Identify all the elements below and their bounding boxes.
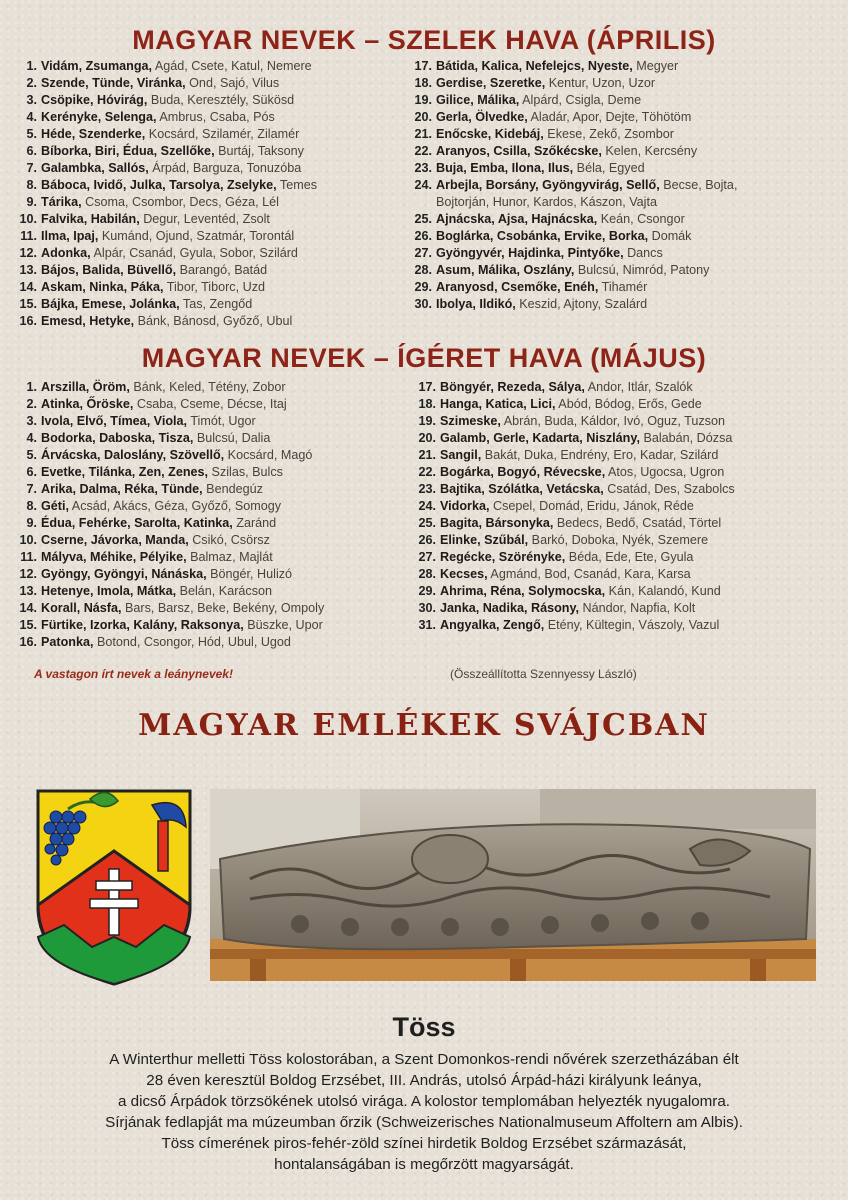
girl-names: Bíborka, Biri, Édua, Szellőke,: [41, 144, 215, 158]
girl-names: Asum, Málika, Oszlány,: [436, 263, 575, 277]
day-number: 10.: [19, 212, 37, 226]
day-number: 31.: [418, 618, 436, 632]
boy-names: Böngér, Hulizó: [206, 567, 293, 581]
girl-names: Buja, Emba, Ilona, Ilus,: [436, 161, 574, 175]
girl-names: Bájos, Balida, Büvellő,: [41, 263, 177, 277]
day-number: 19.: [414, 93, 432, 107]
day-number: 23.: [418, 482, 436, 496]
body-paragraph: [40, 1049, 808, 1175]
girl-names: Gilice, Málika,: [436, 93, 520, 107]
name-day-row: [410, 143, 830, 160]
name-day-row: [15, 75, 415, 92]
day-number: 5.: [26, 127, 37, 141]
day-number: 6.: [26, 465, 37, 479]
swiss-section-title: MAGYAR EMLÉKEK SVÁJCBAN: [138, 708, 710, 743]
girl-names: Szimeske,: [440, 414, 501, 428]
boy-names: Botond, Csongor, Hód, Ubul, Ugod: [93, 635, 291, 649]
boy-names: Agmánd, Bod, Csanád, Kara, Karsa: [487, 567, 691, 581]
girl-names: Bodorka, Daboska, Tisza,: [41, 431, 194, 445]
day-number: 29.: [418, 584, 436, 598]
day-number: 11.: [20, 550, 37, 564]
day-number: 2.: [26, 76, 37, 90]
name-day-row: [410, 160, 830, 177]
day-number: 25.: [414, 212, 432, 226]
girl-names: Emesd, Hetyke,: [41, 314, 135, 328]
girl-names: Enőcske, Kidebáj,: [436, 127, 544, 141]
girl-names: Gerla, Ölvedke,: [436, 110, 528, 124]
name-day-row: [15, 160, 415, 177]
boy-names: Bedecs, Bedő, Csatád, Törtel: [553, 516, 722, 530]
boy-names: Bánk, Keled, Tétény, Zobor: [129, 380, 286, 394]
girl-names: Bátida, Kalica, Nefelejcs, Nyeste,: [436, 59, 633, 73]
name-day-row: [15, 143, 415, 160]
girl-names: Galambka, Sallós,: [41, 161, 149, 175]
name-day-row: [410, 430, 830, 447]
day-number: 29.: [414, 280, 432, 294]
boy-names: Bars, Barsz, Beke, Bekény, Ompoly: [121, 601, 325, 615]
may-list-left: [15, 379, 415, 651]
day-number: 7.: [26, 161, 37, 175]
boy-names: Bendegúz: [202, 482, 263, 496]
boy-names: Domák: [648, 229, 692, 243]
boy-names: Bakát, Duka, Endrény, Ero, Kadar, Szilárd: [481, 448, 719, 462]
boy-names: Csikó, Csörsz: [188, 533, 270, 547]
girl-names: Kecses,: [440, 567, 488, 581]
girl-names: Hetenye, Imola, Mátka,: [41, 584, 177, 598]
day-number: 4.: [26, 110, 37, 124]
name-day-row: [15, 566, 415, 583]
name-day-row: [15, 583, 415, 600]
name-day-row: [15, 549, 415, 566]
day-number: 25.: [418, 516, 436, 530]
day-number: 18.: [414, 76, 432, 90]
girl-names: Szende, Tünde, Viránka,: [41, 76, 186, 90]
girl-names: Evetke, Tilánka, Zen, Zenes,: [41, 465, 209, 479]
name-day-row: [15, 515, 415, 532]
boy-names: Kentur, Uzon, Uzor: [545, 76, 656, 90]
bold-names-note: A vastagon írt nevek a leánynevek!: [34, 667, 233, 681]
name-day-row: [410, 228, 830, 245]
name-day-row: [15, 447, 415, 464]
boy-names: Balmaz, Majlát: [186, 550, 273, 564]
day-number: 30.: [414, 297, 432, 311]
girl-names: Boglárka, Csobánka, Ervike, Borka,: [436, 229, 649, 243]
day-number: 14.: [19, 280, 37, 294]
day-number: 28.: [418, 567, 436, 581]
girl-names: Janka, Nadika, Rásony,: [440, 601, 580, 615]
girl-names: Ajnácska, Ajsa, Hajnácska,: [436, 212, 598, 226]
name-day-row: [410, 109, 830, 126]
boy-names: Tihamér: [598, 280, 648, 294]
girl-names: Regécke, Szörényke,: [440, 550, 566, 564]
girl-names: Vidám, Zsumanga,: [41, 59, 153, 73]
day-number: 27.: [418, 550, 436, 564]
girl-names: Vidorka,: [440, 499, 490, 513]
boy-names: Kán, Kalandó, Kund: [605, 584, 721, 598]
boy-names: Csepel, Domád, Eridu, Jánok, Réde: [489, 499, 694, 513]
day-number: 7.: [26, 482, 37, 496]
girl-names: Csöpike, Hóvirág,: [41, 93, 148, 107]
body-line: 28 éven keresztül Boldog Erzsébet, III. András, utolsó Árpád-házi királyunk leánya,: [146, 1072, 702, 1089]
day-number: 21.: [414, 127, 432, 141]
body-line: a dicső Árpádok törzsökének utolsó virága. A kolostor templomában helyezték nyugalomra.: [117, 1093, 731, 1110]
day-number: 24.: [414, 178, 432, 192]
name-day-row: [15, 109, 415, 126]
name-day-row: [410, 396, 830, 413]
name-day-row: [15, 58, 415, 75]
girl-names: Böngyér, Rezeda, Sálya,: [440, 380, 585, 394]
boy-names: Tibor, Tiborc, Uzd: [163, 280, 266, 294]
boy-names: Zaránd: [232, 516, 277, 530]
girl-names: Tárika,: [41, 195, 82, 209]
girl-names: Gyöngy, Gyöngyi, Nánáska,: [41, 567, 207, 581]
girl-names: Ibolya, Ildikó,: [436, 297, 516, 311]
boy-names: Megyer: [632, 59, 679, 73]
body-line: Töss címerének piros-fehér-zöld színei hirdetik Boldog Erzsébet származását,: [161, 1135, 687, 1152]
boy-names: Balabán, Dózsa: [639, 431, 733, 445]
body-line: hontalanságában is megőrzött magyarságát.: [274, 1156, 574, 1173]
name-day-row: [410, 296, 830, 313]
girl-names: Bajtika, Szólátka, Vetácska,: [440, 482, 604, 496]
boy-names: Barkó, Doboka, Nyék, Szemere: [528, 533, 709, 547]
boy-names: Ambrus, Csaba, Pós: [156, 110, 275, 124]
name-day-row: [410, 75, 830, 92]
name-day-row: [410, 515, 830, 532]
girl-names: Cserne, Jávorka, Manda,: [41, 533, 189, 547]
day-number: 22.: [414, 144, 432, 158]
boy-names: Csoma, Csombor, Decs, Géza, Lél: [81, 195, 279, 209]
boy-names: Degur, Leventéd, Zsolt: [139, 212, 270, 226]
girl-names: Bogárka, Bogyó, Révecske,: [440, 465, 606, 479]
boy-names: Dancs: [623, 246, 663, 260]
boy-names: Büszke, Upor: [243, 618, 323, 632]
name-day-row: [15, 481, 415, 498]
day-number: 28.: [414, 263, 432, 277]
boy-names: Kocsárd, Magó: [224, 448, 313, 462]
boy-names: Keszid, Ajtony, Szalárd: [515, 297, 648, 311]
day-number: 1.: [26, 380, 37, 394]
name-day-row: [15, 177, 415, 194]
girl-names: Aranyosd, Csemőke, Enéh,: [436, 280, 599, 294]
day-number: 21.: [418, 448, 436, 462]
day-number: 24.: [418, 499, 436, 513]
girl-names: Askam, Ninka, Páka,: [41, 280, 164, 294]
day-number: 8.: [26, 178, 37, 192]
name-day-row: [410, 177, 830, 211]
name-day-row: [15, 600, 415, 617]
day-number: 16.: [19, 635, 37, 649]
boy-names: Ekese, Zekő, Zsombor: [543, 127, 674, 141]
name-day-row: [15, 498, 415, 515]
girl-names: Mályva, Méhike, Pélyike,: [41, 550, 187, 564]
name-day-row: [15, 126, 415, 143]
boy-names: Atos, Ugocsa, Ugron: [605, 465, 725, 479]
boy-names: Aladár, Apor, Dejte, Töhötöm: [527, 110, 692, 124]
day-number: 26.: [414, 229, 432, 243]
day-number: 17.: [414, 59, 432, 73]
boy-names: Belán, Karácson: [176, 584, 273, 598]
day-number: 6.: [26, 144, 37, 158]
name-day-row: [410, 447, 830, 464]
boy-names: Bulcsú, Dalia: [193, 431, 271, 445]
girl-names: Kerényke, Selenga,: [41, 110, 157, 124]
boy-names: Kelen, Kercsény: [601, 144, 698, 158]
day-number: 27.: [414, 246, 432, 260]
name-day-row: [15, 413, 415, 430]
name-day-row: [15, 532, 415, 549]
day-number: 16.: [19, 314, 37, 328]
girl-names: Aranyos, Csilla, Szőkécske,: [436, 144, 602, 158]
name-day-row: [410, 245, 830, 262]
girl-names: Arbejla, Borsány, Gyöngyvirág, Sellő,: [436, 178, 660, 192]
april-title: MAGYAR NEVEK – SZELEK HAVA (ÁPRILIS): [132, 25, 716, 55]
boy-names: Becse, Bojta,: [659, 178, 738, 192]
day-number: 18.: [418, 397, 436, 411]
boy-names: Alpár, Csanád, Gyula, Sobor, Szilárd: [90, 246, 298, 260]
day-number: 13.: [19, 263, 37, 277]
day-number: 15.: [19, 297, 37, 311]
body-line: Sírjának fedlapját ma múzeumban őrzik (Schweizerisches Nationalmuseum Affoltern am Albis).: [105, 1114, 743, 1131]
boy-names: Kocsárd, Szilamér, Zilamér: [145, 127, 300, 141]
name-day-row: [15, 262, 415, 279]
name-day-row: [15, 464, 415, 481]
girl-names: Angyalka, Zengő,: [440, 618, 545, 632]
girl-names: Elinke, Szűbál,: [440, 533, 529, 547]
girl-names: Sangil,: [440, 448, 482, 462]
name-day-row: [410, 498, 830, 515]
boy-names: Burtáj, Taksony: [214, 144, 304, 158]
name-day-row: [410, 600, 830, 617]
boy-names: Timót, Ugor: [187, 414, 256, 428]
boy-names: Szilas, Bulcs: [208, 465, 283, 479]
day-number: 3.: [26, 414, 37, 428]
body-line: A Winterthur melletti Töss kolostorában, a Szent Domonkos-rendi nővérek szerzetházában élt: [109, 1051, 739, 1068]
girl-names: Bagita, Bársonyka,: [440, 516, 554, 530]
day-number: 23.: [414, 161, 432, 175]
day-number: 11.: [20, 229, 37, 243]
name-day-row: [410, 566, 830, 583]
boy-names: Buda, Keresztély, Sükösd: [147, 93, 295, 107]
day-number: 20.: [418, 431, 436, 445]
name-day-row: [15, 313, 415, 330]
boy-names: Kumánd, Ojund, Szatmár, Torontál: [98, 229, 295, 243]
girl-names: Galamb, Gerle, Kadarta, Niszlány,: [440, 431, 640, 445]
girl-names: Gerdise, Szeretke,: [436, 76, 546, 90]
girl-names: Ahrima, Réna, Solymocska,: [440, 584, 606, 598]
girl-names: Báboca, Ividő, Julka, Tarsolya, Zselyke,: [41, 178, 277, 192]
boy-names: Agád, Csete, Katul, Nemere: [152, 59, 312, 73]
name-day-row: [410, 413, 830, 430]
girl-names: Patonka,: [41, 635, 94, 649]
name-day-row: [15, 296, 415, 313]
compiler-credit: (Összeállította Szennyessy László): [450, 667, 637, 681]
day-number: 5.: [26, 448, 37, 462]
girl-names: Ilma, Ipaj,: [41, 229, 99, 243]
girl-names: Gyöngyvér, Hajdinka, Pintyőke,: [436, 246, 624, 260]
boy-names: Abrán, Buda, Káldor, Ivó, Oguz, Tuzson: [500, 414, 725, 428]
day-number: 9.: [26, 516, 37, 530]
may-title: MAGYAR NEVEK – ÍGÉRET HAVA (MÁJUS): [141, 343, 707, 373]
name-day-row: [410, 617, 830, 634]
boy-names: Alpárd, Csigla, Deme: [519, 93, 642, 107]
name-day-row: [410, 92, 830, 109]
april-list-right: [410, 58, 830, 313]
april-list-left: [15, 58, 415, 330]
girl-names: Arszilla, Öröm,: [41, 380, 130, 394]
name-day-row: [15, 396, 415, 413]
boy-names: Acsád, Akács, Géza, Győző, Somogy: [69, 499, 282, 513]
day-number: 10.: [19, 533, 37, 547]
day-number: 19.: [418, 414, 436, 428]
day-number: 22.: [418, 465, 436, 479]
boy-names: Nándor, Napfia, Kolt: [579, 601, 696, 615]
day-number: 8.: [26, 499, 37, 513]
place-name: Töss: [392, 1012, 456, 1042]
day-number: 30.: [418, 601, 436, 615]
name-day-row: [410, 262, 830, 279]
name-day-row: [15, 617, 415, 634]
name-day-row: [15, 634, 415, 651]
boy-names: Etény, Kültegin, Vászoly, Vazul: [544, 618, 720, 632]
name-day-row: [15, 430, 415, 447]
name-day-row: [410, 549, 830, 566]
girl-names: Korall, Násfa,: [41, 601, 122, 615]
boy-names: Barangó, Batád: [176, 263, 268, 277]
girl-names: Adonka,: [41, 246, 91, 260]
boy-names: Bánk, Bánosd, Győző, Ubul: [134, 314, 293, 328]
name-day-row: [410, 379, 830, 396]
girl-names: Géti,: [41, 499, 69, 513]
girl-names: Bájka, Emese, Jolánka,: [41, 297, 180, 311]
day-number: 17.: [418, 380, 436, 394]
coat-of-arms-icon: [34, 787, 194, 987]
girl-names: Árvácska, Daloslány, Szövellő,: [41, 448, 225, 462]
boy-names-continued: Bojtorján, Hunor, Kardos, Kászon, Vajta: [436, 195, 657, 209]
name-day-row: [15, 379, 415, 396]
name-day-row: [15, 92, 415, 109]
name-day-row: [15, 194, 415, 211]
girl-names: Fürtike, Izorka, Kalány, Raksonya,: [41, 618, 244, 632]
day-number: 3.: [26, 93, 37, 107]
boy-names: Tas, Zengőd: [179, 297, 253, 311]
name-day-row: [15, 245, 415, 262]
may-list-right: [410, 379, 830, 634]
name-day-row: [15, 279, 415, 296]
day-number: 9.: [26, 195, 37, 209]
name-day-row: [410, 532, 830, 549]
boy-names: Árpád, Barguza, Tonuzóba: [148, 161, 302, 175]
day-number: 15.: [19, 618, 37, 632]
name-day-row: [410, 211, 830, 228]
boy-names: Csaba, Cseme, Décse, Itaj: [133, 397, 287, 411]
name-day-row: [410, 464, 830, 481]
day-number: 2.: [26, 397, 37, 411]
girl-names: Héde, Szenderke,: [41, 127, 146, 141]
day-number: 12.: [19, 246, 37, 260]
name-day-row: [410, 481, 830, 498]
day-number: 1.: [26, 59, 37, 73]
boy-names: Bulcsú, Nimród, Patony: [574, 263, 710, 277]
boy-names: Béla, Egyed: [573, 161, 645, 175]
name-day-row: [410, 126, 830, 143]
day-number: 12.: [19, 567, 37, 581]
name-day-row: [410, 279, 830, 296]
girl-names: Falvika, Habilán,: [41, 212, 140, 226]
boy-names: Andor, Itlár, Szalók: [584, 380, 693, 394]
day-number: 14.: [19, 601, 37, 615]
girl-names: Hanga, Katica, Lici,: [440, 397, 556, 411]
day-number: 26.: [418, 533, 436, 547]
name-day-row: [15, 211, 415, 228]
girl-names: Arika, Dalma, Réka, Tünde,: [41, 482, 203, 496]
day-number: 13.: [19, 584, 37, 598]
boy-names: Béda, Ede, Ete, Gyula: [565, 550, 694, 564]
day-number: 4.: [26, 431, 37, 445]
girl-names: Édua, Fehérke, Sarolta, Katinka,: [41, 516, 233, 530]
boy-names: Keán, Csongor: [597, 212, 685, 226]
girl-names: Ivola, Elvő, Tímea, Viola,: [41, 414, 188, 428]
name-day-row: [410, 58, 830, 75]
day-number: 20.: [414, 110, 432, 124]
name-day-row: [410, 583, 830, 600]
girl-names: Atinka, Őröske,: [41, 397, 134, 411]
boy-names: Abód, Bódog, Erős, Gede: [555, 397, 702, 411]
name-day-row: [15, 228, 415, 245]
boy-names: Csatád, Des, Szabolcs: [603, 482, 735, 496]
boy-names: Temes: [276, 178, 318, 192]
boy-names: Ond, Sajó, Vilus: [185, 76, 280, 90]
tomb-slab-photo: [210, 789, 816, 981]
